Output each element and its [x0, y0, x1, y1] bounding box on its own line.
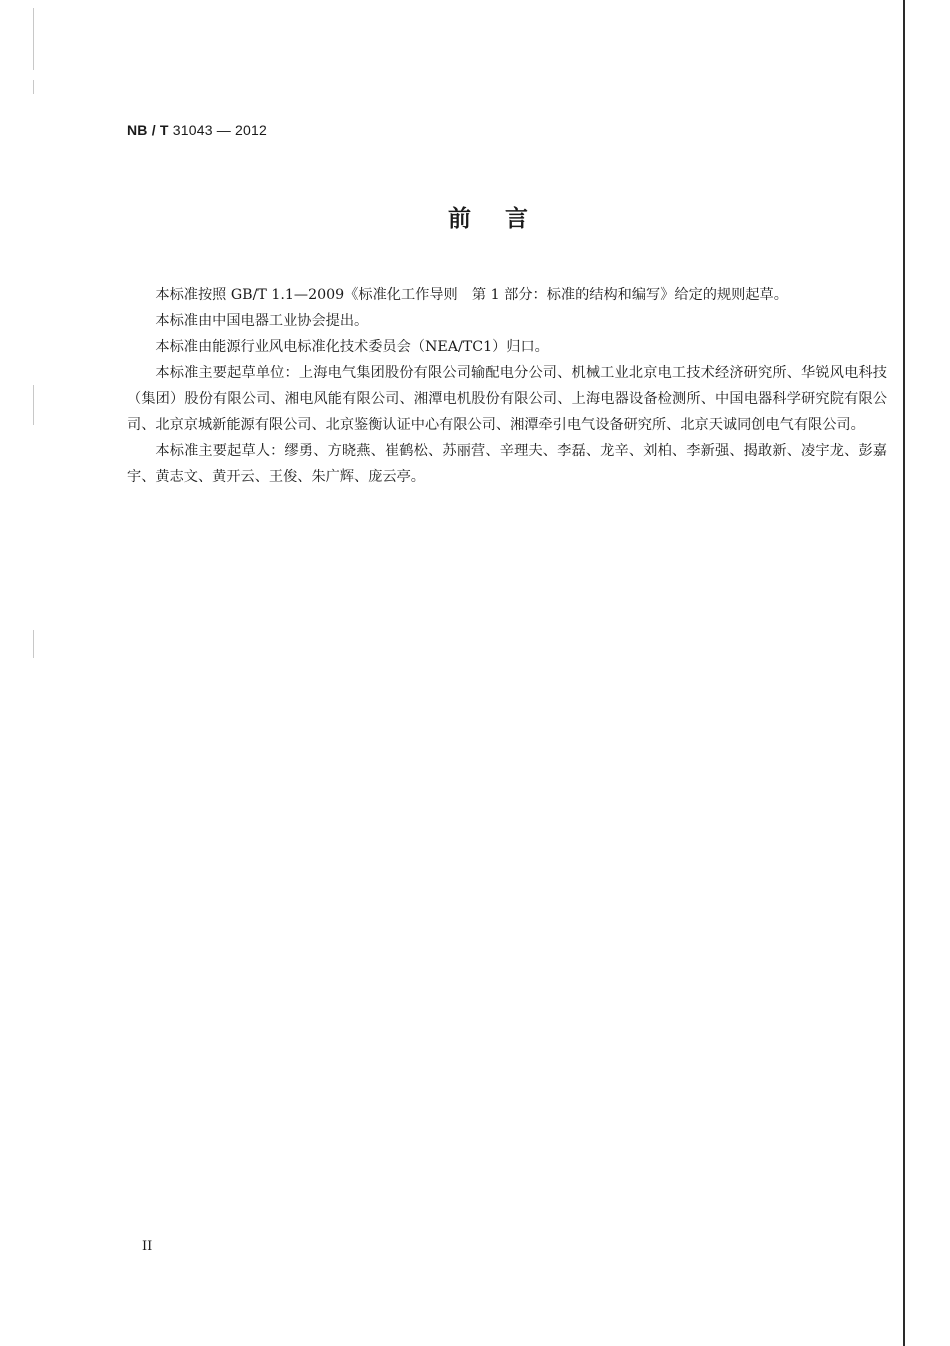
scan-margin-mark	[33, 630, 34, 658]
scan-margin-mark	[33, 385, 34, 425]
paragraph-drafters: 本标准主要起草人：缪勇、方晓燕、崔鹤松、苏丽营、辛理夫、李磊、龙辛、刘柏、李新强、揭敢新、凌宇龙、彭嘉宇、黄志文、黄开云、王俊、朱广辉、庞云亭。	[127, 443, 887, 485]
paragraph-proposer: 本标准由中国电器工业协会提出。	[155, 313, 369, 329]
standard-code-prefix: NB / T	[127, 122, 169, 138]
foreword-body	[127, 282, 887, 490]
page-title: 前言	[448, 205, 562, 232]
standard-code	[127, 122, 267, 138]
scan-margin-mark	[33, 80, 34, 94]
paragraph-drafting-rules: 本标准按照 GB/T 1.1—2009《标准化工作导则 第 1 部分：标准的结构和编写》给定的规则起草。	[155, 287, 788, 303]
paragraph-drafting-units: 本标准主要起草单位：上海电气集团股份有限公司输配电分公司、机械工业北京电工技术经济研究所、华锐风电科技（集团）股份有限公司、湘电风能有限公司、湘潭电机股份有限公司、上海电器设备检测所、中国电器科学研究院有限公司、北京京城新能源有限公司、北京鉴衡认证中心有限公司、湘潭牵引电气设备研究所、北京天诚同创电气有限公司。	[127, 365, 887, 433]
scan-margin-mark	[33, 8, 34, 70]
standard-code-number: 31043 — 2012	[172, 122, 268, 138]
paragraph-technical-committee: 本标准由能源行业风电标准化技术委员会（NEA/TC1）归口。	[155, 339, 549, 355]
page-number: II	[142, 1239, 153, 1254]
